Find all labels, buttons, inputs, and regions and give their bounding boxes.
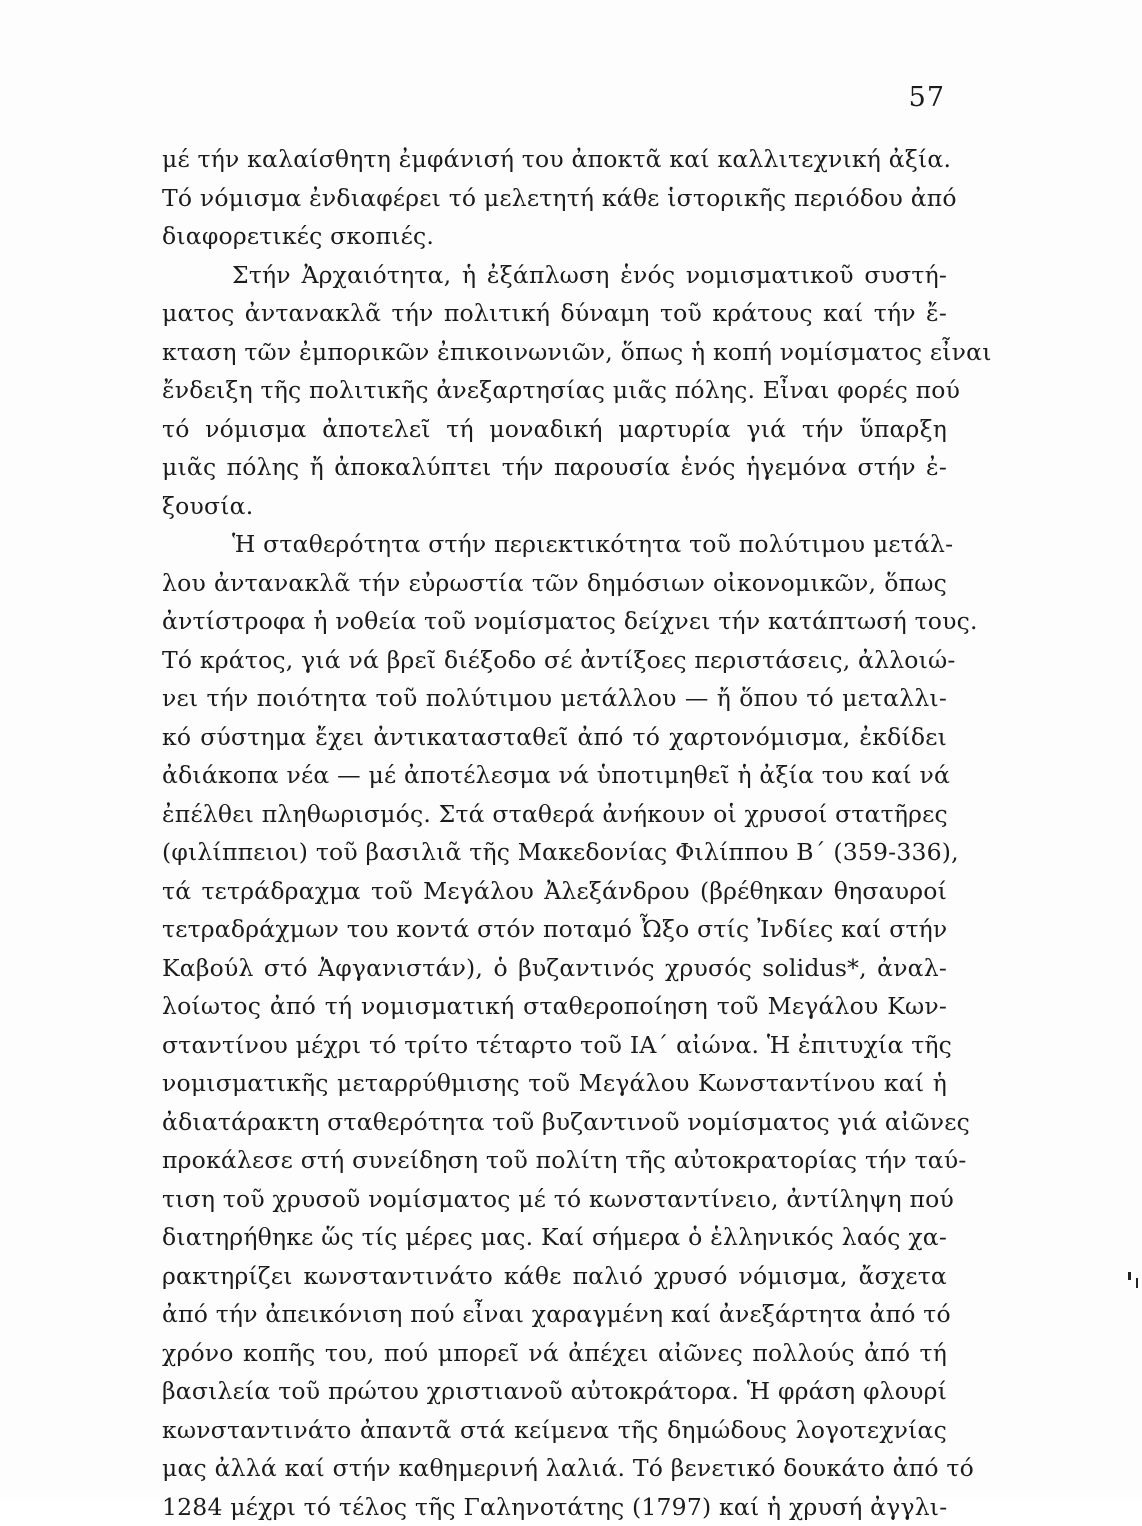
text-line: προκάλεσε στή συνείδηση τοῦ πολίτη τῆς αὐτοκρατορίας τήν ταύ- bbox=[162, 1141, 947, 1180]
text-line: κό σύστημα ἔχει ἀντικατασταθεῖ ἀπό τό χαρτονόμισμα, ἐκδίδει bbox=[162, 718, 947, 757]
text-line: Καβούλ στό Ἀφγανιστάν), ὁ βυζαντινός χρυσός solidus*, ἀναλ- bbox=[162, 949, 947, 988]
body-text bbox=[162, 140, 947, 1526]
text-line: τιση τοῦ χρυσοῦ νομίσματος μέ τό κωνσταντίνειο, ἀντίληψη πού bbox=[162, 1180, 947, 1219]
text-line: ἀδιατάρακτη σταθερότητα τοῦ βυζαντινοῦ νομίσματος γιά αἰῶνες bbox=[162, 1103, 947, 1142]
text-line: ματος ἀντανακλᾶ τήν πολιτική δύναμη τοῦ κράτους καί τήν ἔ- bbox=[162, 294, 947, 333]
text-line: ἀδιάκοπα νέα — μέ ἀποτέλεσμα νά ὑποτιμηθεῖ ἡ ἀξία του καί νά bbox=[162, 756, 947, 795]
text-line: ἀντίστροφα ἡ νοθεία τοῦ νομίσματος δείχνει τήν κατάπτωσή τους. bbox=[162, 602, 947, 641]
text-line: διαφορετικές σκοπιές. bbox=[162, 217, 947, 256]
text-line: σταντίνου μέχρι τό τρίτο τέταρτο τοῦ ΙΑ΄ αἰώνα. Ἡ ἐπιτυχία τῆς bbox=[162, 1026, 947, 1065]
text-line: διατηρήθηκε ὥς τίς μέρες μας. Καί σήμερα ὁ ἑλληνικός λαός χα- bbox=[162, 1218, 947, 1257]
text-line: Τό κράτος, γιά νά βρεῖ διέξοδο σέ ἀντίξοες περιστάσεις, ἀλλοιώ- bbox=[162, 641, 947, 680]
text-line: τό νόμισμα ἀποτελεῖ τή μοναδική μαρτυρία γιά τήν ὕπαρξη bbox=[162, 410, 947, 449]
text-line: μέ τήν καλαίσθητη ἐμφάνισή του ἀποκτᾶ καί καλλιτεχνική ἀξία. bbox=[162, 140, 947, 179]
text-line: χρόνο κοπῆς του, πού μπορεῖ νά ἀπέχει αἰῶνες πολλούς ἀπό τή bbox=[162, 1334, 947, 1373]
text-line: Στήν Ἀρχαιότητα, ἡ ἐξάπλωση ἑνός νομισματικοῦ συστή- bbox=[162, 256, 947, 295]
text-line: κταση τῶν ἐμπορικῶν ἐπικοινωνιῶν, ὅπως ἡ κοπή νομίσματος εἶναι bbox=[162, 333, 947, 372]
text-line: (φιλίππειοι) τοῦ βασιλιᾶ τῆς Μακεδονίας Φιλίππου Β΄ (359-336), bbox=[162, 833, 947, 872]
text-line: λοίωτος ἀπό τή νομισματική σταθεροποίηση τοῦ Μεγάλου Κων- bbox=[162, 987, 947, 1026]
scan-mark bbox=[1128, 1272, 1131, 1280]
text-line: νει τήν ποιότητα τοῦ πολύτιμου μετάλλου — ἤ ὅπου τό μεταλλι- bbox=[162, 679, 947, 718]
text-line: κωνσταντινάτο ἀπαντᾶ στά κείμενα τῆς δημώδους λογοτεχνίας bbox=[162, 1411, 947, 1450]
text-line: βασιλεία τοῦ πρώτου χριστιανοῦ αὐτοκράτορα. Ἡ φράση φλουρί bbox=[162, 1372, 947, 1411]
text-line: μας ἀλλά καί στήν καθημερινή λαλιά. Τό βενετικό δουκάτο ἀπό τό bbox=[162, 1449, 947, 1488]
text-line: ἔνδειξη τῆς πολιτικῆς ἀνεξαρτησίας μιᾶς πόλης. Εἶναι φορές πού bbox=[162, 371, 947, 410]
page-number: 57 bbox=[905, 82, 945, 113]
text-line: ρακτηρίζει κωνσταντινάτο κάθε παλιό χρυσό νόμισμα, ἄσχετα bbox=[162, 1257, 947, 1296]
text-line: λου ἀντανακλᾶ τήν εὐρωστία τῶν δημόσιων οἰκονομικῶν, ὅπως bbox=[162, 564, 947, 603]
text-line: ἐπέλθει πληθωρισμός. Στά σταθερά ἀνήκουν οἱ χρυσοί στατῆρες bbox=[162, 795, 947, 834]
text-line: νομισματικῆς μεταρρύθμισης τοῦ Μεγάλου Κωνσταντίνου καί ἡ bbox=[162, 1064, 947, 1103]
text-line: τά τετράδραχμα τοῦ Μεγάλου Ἀλεξάνδρου (βρέθηκαν θησαυροί bbox=[162, 872, 947, 911]
scan-mark bbox=[1136, 1278, 1138, 1288]
text-line: ξουσία. bbox=[162, 487, 947, 526]
text-line: 1284 μέχρι τό τέλος τῆς Γαληνοτάτης (1797) καί ἡ χρυσή ἀγγλι- bbox=[162, 1488, 947, 1526]
text-line: ἀπό τήν ἀπεικόνιση πού εἶναι χαραγμένη καί ἀνεξάρτητα ἀπό τό bbox=[162, 1295, 947, 1334]
text-line: Τό νόμισμα ἐνδιαφέρει τό μελετητή κάθε ἱστορικῆς περιόδου ἀπό bbox=[162, 179, 947, 218]
text-line: τετραδράχμων του κοντά στόν ποταμό Ὦξο στίς Ἰνδίες καί στήν bbox=[162, 910, 947, 949]
text-line: Ἡ σταθερότητα στήν περιεκτικότητα τοῦ πολύτιμου μετάλ- bbox=[162, 525, 947, 564]
text-line: μιᾶς πόλης ἤ ἀποκαλύπτει τήν παρουσία ἑνός ἡγεμόνα στήν ἐ- bbox=[162, 448, 947, 487]
